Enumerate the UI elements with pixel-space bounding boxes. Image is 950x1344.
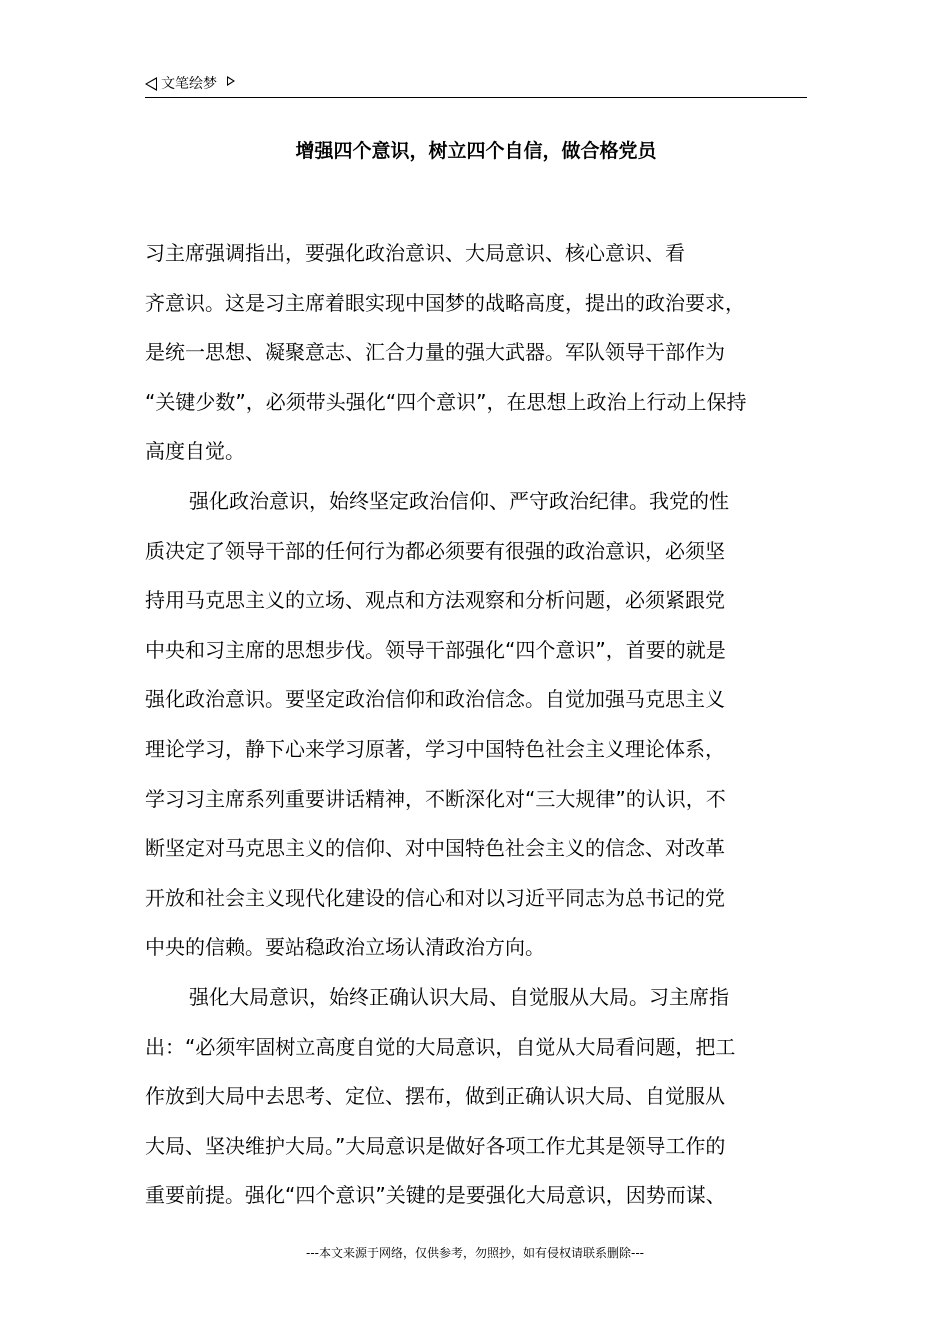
text-line: “关键少数”，必须带头强化“四个意识”，在思想上政治上行动上保持: [145, 389, 747, 414]
text-line: 中央和习主席的思想步伐。领导干部强化“四个意识”，首要的就是: [145, 637, 726, 662]
document-title: 增强四个意识，树立四个自信，做合格党员: [295, 140, 657, 162]
text-line: 强化政治意识。要坚定政治信仰和政治信念。自觉加强马克思主义: [145, 687, 725, 712]
text-line: 习主席强调指出，要强化政治意识、大局意识、核心意识、看: [145, 241, 685, 265]
text-line: 学习习主席系列重要讲话精神，不断深化对“三大规律”的认识，不: [145, 786, 726, 811]
header-text: 文笔绘梦: [161, 76, 217, 92]
text-line: 是统一思想、凝聚意志、汇合力量的强大武器。军队领导干部作为: [145, 340, 725, 365]
document-body: [145, 229, 807, 1221]
text-line: 出：“必须牢固树立高度自觉的大局意识，自觉从大局看问题，把工: [145, 1034, 736, 1059]
triangle-right-icon: [227, 76, 235, 86]
text-line: 理论学习，静下心来学习原著，学习中国特色社会主义理论体系，: [145, 736, 725, 761]
page-footer: ---本文来源于网络，仅供参考，勿照抄，如有侵权请联系删除---: [306, 1246, 644, 1260]
text-line: 作放到大局中去思考、定位、摆布，做到正确认识大局、自觉服从: [145, 1084, 725, 1109]
text-line: 中央的信赖。要站稳政治立场认清政治方向。: [145, 935, 545, 960]
text-line: 大局、坚决维护大局。”大局意识是做好各项工作尤其是领导工作的: [145, 1133, 726, 1158]
text-line: 高度自觉。: [145, 439, 245, 464]
text-line: 质决定了领导干部的任何行为都必须要有很强的政治意识，必须坚: [145, 538, 725, 563]
text-line: 强化大局意识，始终正确认识大局、自觉服从大局。习主席指: [189, 984, 729, 1009]
text-line: 重要前提。强化“四个意识”关键的是要强化大局意识，因势而谋、: [145, 1183, 726, 1208]
header-label: [145, 74, 235, 94]
text-line: 断坚定对马克思主义的信仰、对中国特色社会主义的信念、对改革: [145, 836, 725, 861]
header-divider: [145, 97, 807, 98]
triangle-left-icon: [145, 77, 157, 91]
text-line: 开放和社会主义现代化建设的信心和对以习近平同志为总书记的党: [145, 885, 725, 910]
text-line: 强化政治意识，始终坚定政治信仰、严守政治纪律。我党的性: [189, 488, 729, 513]
page-header: [145, 72, 807, 98]
text-line: 持用马克思主义的立场、观点和方法观察和分析问题，必须紧跟党: [145, 588, 725, 613]
text-line: 齐意识。这是习主席着眼实现中国梦的战略高度，提出的政治要求，: [145, 290, 745, 315]
